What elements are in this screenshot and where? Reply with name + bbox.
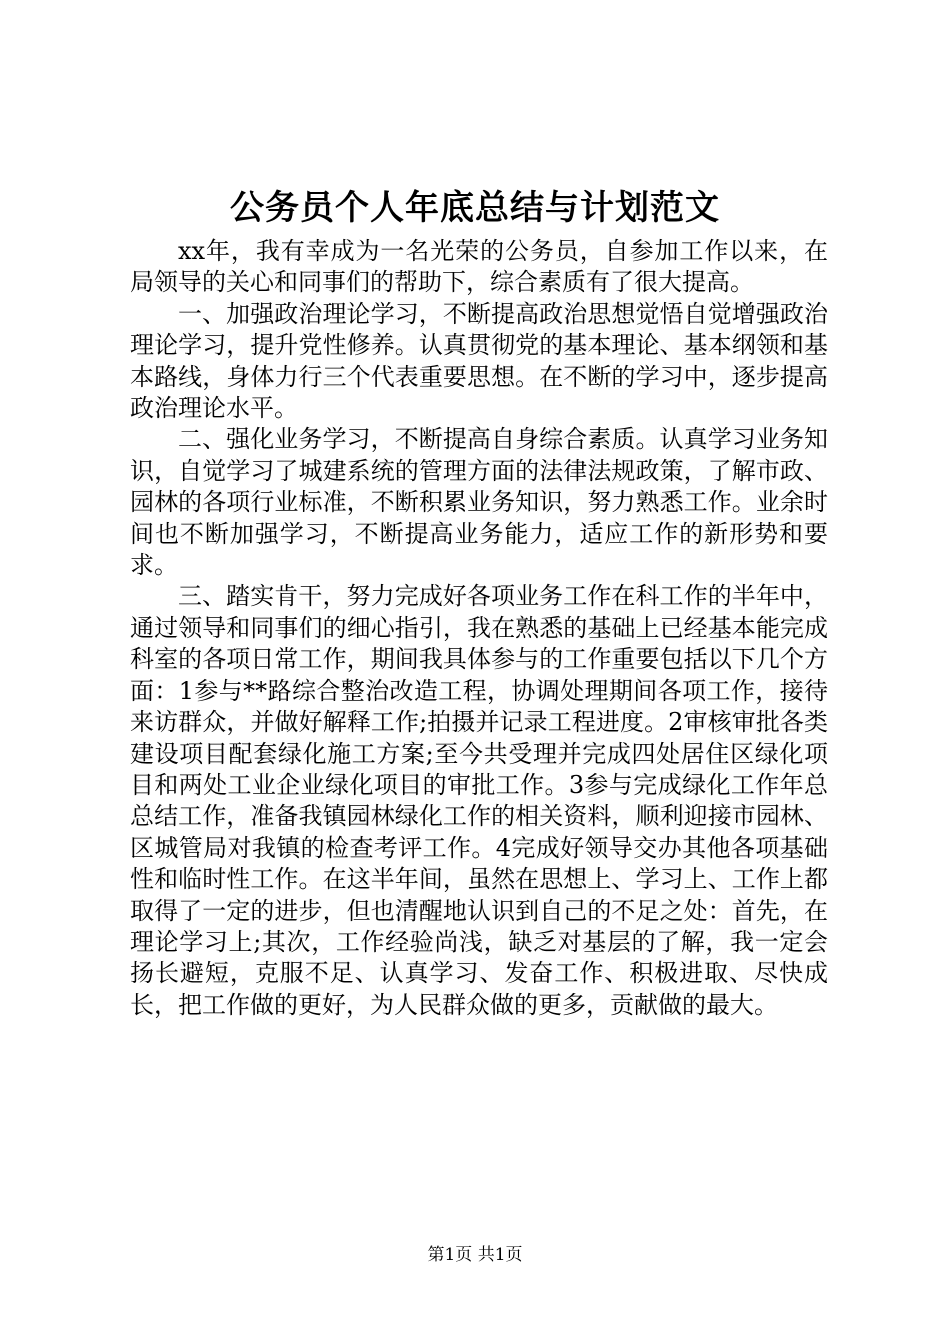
paragraph-intro: xx年，我有幸成为一名光荣的公务员，自参加工作以来，在局领导的关心和同事们的帮助下，综合素质有了很大提高。	[130, 237, 828, 297]
paragraph-work-summary: 三、踏实肯干，努力完成好各项业务工作在科工作的半年中，通过领导和同事们的细心指引，我在熟悉的基础上已经基本能完成科室的各项日常工作，期间我具体参与的工作重要包括以下几个方面：1参与**路综合整治改造工程，协调处理期间各项工作，接待来访群众，并做好解释工作;拍摄并记录工程进度。2审核审批各类建设项目配套绿化施工方案;至今共受理并完成四处居住区绿化项目和两处工业企业绿化项目的审批工作。3参与完成绿化工作年总总结工作，准备我镇园林绿化工作的相关资料，顺利迎接市园林、区城管局对我镇的检查考评工作。4完成好领导交办其他各项基础性和临时性工作。在这半年间，虽然在思想上、学习上、工作上都取得了一定的进步，但也清醒地认识到自己的不足之处：首先，在理论学习上;其次，工作经验尚浅，缺乏对基层的了解，我一定会扬长避短，克服不足、认真学习、发奋工作、积极进取、尽快成长，把工作做的更好，为人民群众做的更多，贡献做的最大。	[130, 582, 828, 1019]
paragraph-business-study: 二、强化业务学习，不断提高自身综合素质。认真学习业务知识，自觉学习了城建系统的管理方面的法律法规政策，了解市政、园林的各项行业标准，不断积累业务知识，努力熟悉工作。业余时间也不断加强学习，不断提高业务能力，适应工作的新形势和要求。	[130, 425, 828, 580]
document-body	[130, 236, 828, 1021]
page-number-footer: 第1页 共1页	[427, 1245, 523, 1265]
document-title: 公务员个人年底总结与计划范文	[230, 188, 720, 228]
paragraph-political-study: 一、加强政治理论学习，不断提高政治思想觉悟自觉增强政治理论学习，提升党性修养。认真贯彻党的基本理论、基本纲领和基本路线，身体力行三个代表重要思想。在不断的学习中，逐步提高政治理论水平。	[130, 299, 828, 423]
